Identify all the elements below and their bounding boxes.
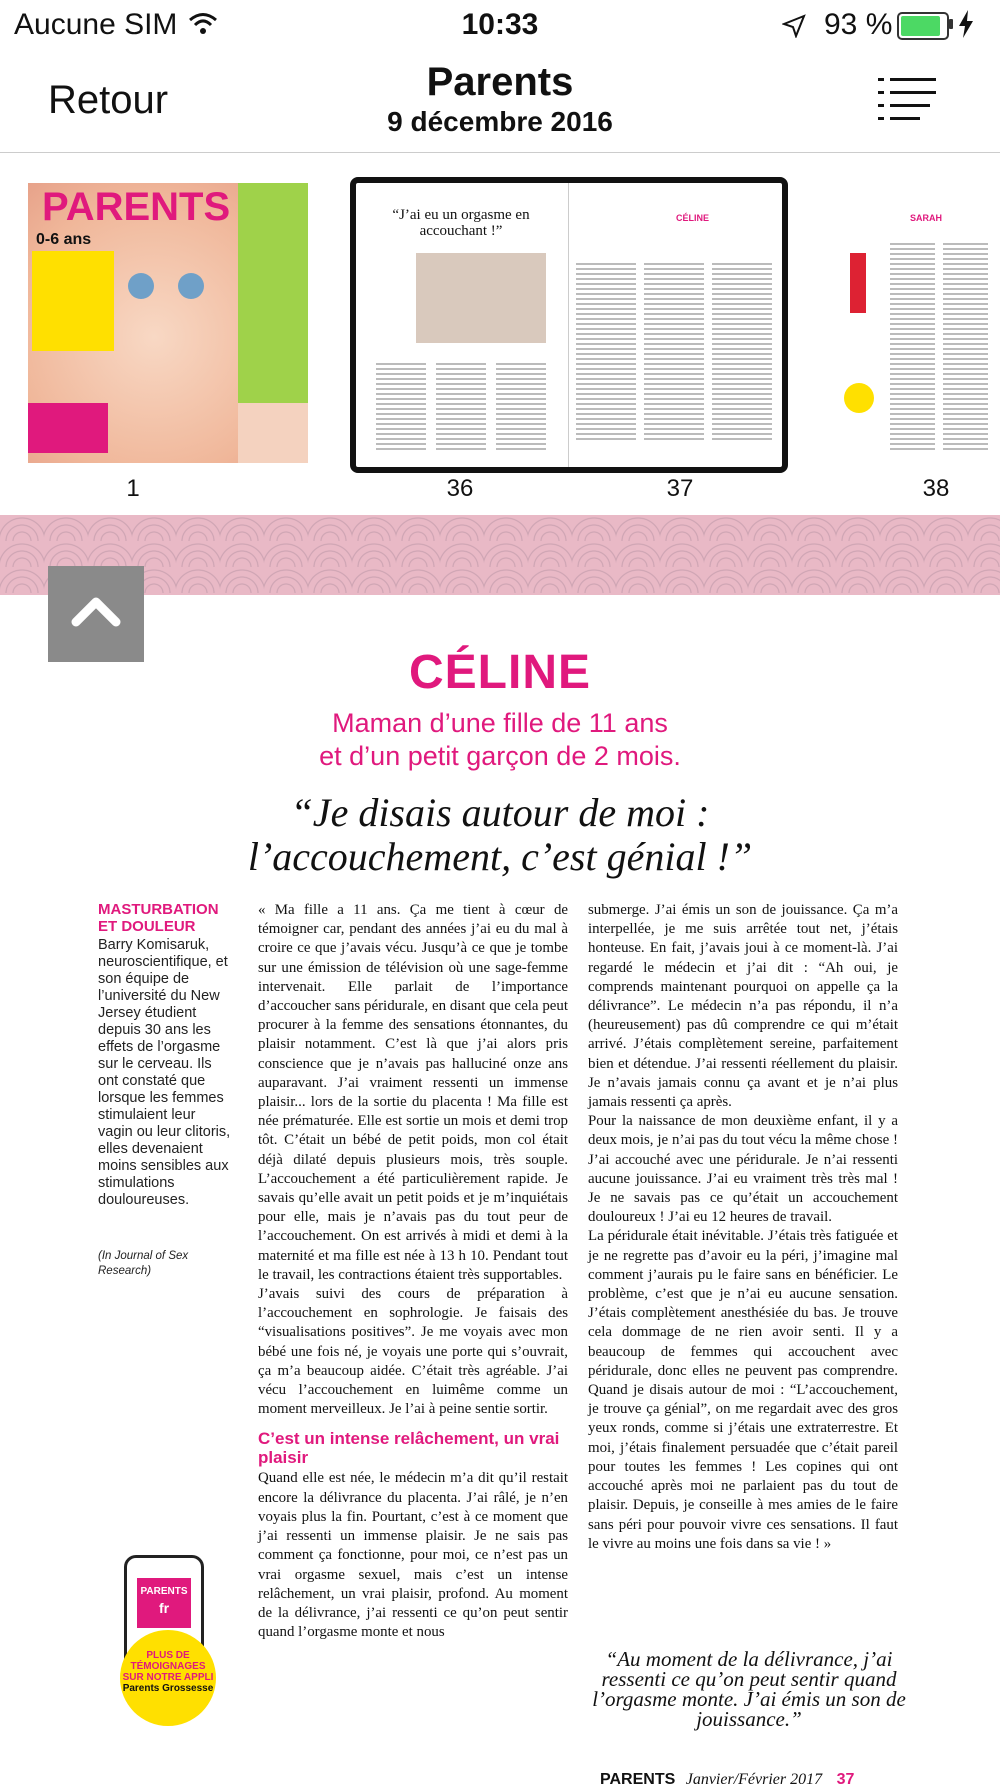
thumbnail-text-line bbox=[890, 308, 935, 310]
thumbnail-text-line bbox=[943, 373, 988, 375]
thumbnail-text-line bbox=[890, 248, 935, 250]
thumbnail-text-line bbox=[943, 243, 988, 245]
thumbnail-text-line bbox=[943, 383, 988, 385]
thumbnail-text-line bbox=[943, 298, 988, 300]
article-column-1 bbox=[258, 901, 568, 1642]
thumbnail-label-38: 38 bbox=[922, 475, 950, 502]
thumbnail-text-line bbox=[943, 388, 988, 390]
thumbnail-text-line bbox=[943, 263, 988, 265]
thumbnail-text-line bbox=[890, 443, 935, 445]
paragraph: « Ma fille a 11 ans. Ça me tient à cœur de témoigner car, pendant des années j’ai eu du mal à croire ce que j’avais vécu. Jusqu’à ce que je tombe sur une émission de télévision où une sage-femme intervenait. Elle parlait de l’importance d’accoucher sans péridurale, en disant que cela peut procurer à la femme des sensations étonnantes, du plaisir notamment. C’est là que j’ai alors pris conscience que je n’avais pas halluciné onze ans auparavant. J’ai vraiment ressenti un immense plaisir... lors de la sortie du placenta ! Ma fille est née prématurée. Elle est sortie un mois et demi trop tôt. C’était un bébé de petit poids, mon col était déjà dilaté depuis plusieurs mois, très souple. L’accouchement a été particulièrement rapide. Je savais qu’elle avait un petit poids et je m’inquiétais pour elle, mais je n’avais pas du tout peur de l’accouchement. On est arrivés à midi et demi à la maternité et ma fille est née à 13 h 10. Pendant tout le travail, les contractions étaient très supportables. bbox=[258, 902, 568, 1283]
thumbnail-text-line bbox=[890, 408, 935, 410]
thumbnail-text-line bbox=[943, 303, 988, 305]
navigation-bar bbox=[0, 52, 1000, 153]
status-bar bbox=[0, 0, 1000, 50]
thumbnail-text-line bbox=[943, 423, 988, 425]
thumbnail-text-line bbox=[943, 318, 988, 320]
thumbnail-text-line bbox=[943, 418, 988, 420]
thumbnail-text-line bbox=[943, 308, 988, 310]
thumbnail-text-line bbox=[943, 328, 988, 330]
headline-quote bbox=[0, 791, 1000, 879]
thumbnail-text-line bbox=[943, 428, 988, 430]
thumbnail-text-line bbox=[943, 363, 988, 365]
thumbnail-text-line bbox=[890, 373, 935, 375]
thumbnail-text-line bbox=[943, 253, 988, 255]
thumbnail-text-line bbox=[943, 248, 988, 250]
thumbnail-text-line bbox=[890, 448, 935, 450]
thumbnail-text-line bbox=[890, 268, 935, 270]
thumbnail-text-line bbox=[890, 338, 935, 340]
thumbnail-text-line bbox=[890, 343, 935, 345]
subtitle-line-1: Maman d’une fille de 11 ans bbox=[332, 708, 668, 738]
section-subhead: C’est un intense relâchement, un vrai plaisir bbox=[258, 1429, 560, 1468]
thumbnail-text-line bbox=[943, 353, 988, 355]
paragraph: J’avais suivi des cours de préparation à l’accouchement en sophrologie. Je faisais des “visualisations positives”. Je me voyais avec mon bébé une fois né, je voyais une porte qui s’ouvrait, ça m’a beaucoup aidée. C’était très agréable. J’ai vécu l’accouchement en luimême comme un moment merveilleux. Je l’ai à peine sentie sortir. bbox=[258, 1286, 568, 1418]
thumbnail-text-line bbox=[890, 273, 935, 275]
thumbnail-text-line bbox=[890, 398, 935, 400]
thumbnail-text-line bbox=[890, 323, 935, 325]
thumbnail-text-line bbox=[890, 353, 935, 355]
thumbnail-text-line bbox=[943, 333, 988, 335]
thumbnail-text-line bbox=[890, 253, 935, 255]
thumbnail-text-line bbox=[890, 393, 935, 395]
thumbnail-text-line bbox=[890, 333, 935, 335]
thumbnail-text-line bbox=[943, 438, 988, 440]
thumbnail-page-1[interactable] bbox=[28, 183, 308, 463]
footer-page-number: 37 bbox=[836, 1771, 855, 1788]
next-page-name: SARAH bbox=[910, 213, 943, 223]
thumbnail-text-line bbox=[943, 288, 988, 290]
cover-age: 0-6 ans bbox=[36, 231, 92, 248]
thumbnail-text-line bbox=[943, 448, 988, 450]
decorative-pattern-band bbox=[0, 515, 1000, 595]
ad-app-name: Parents Grossesse bbox=[122, 1683, 214, 1694]
back-button[interactable]: Retour bbox=[48, 78, 169, 122]
thumbnail-text-line bbox=[943, 338, 988, 340]
thumbnail-text-line bbox=[943, 268, 988, 270]
thumbnail-text-line bbox=[943, 398, 988, 400]
paragraph: Pour la naissance de mon deuxième enfant, il y a deux mois, je n’ai pas du tout vécu la même chose ! J’ai accouché avec une péridurale. Je n’ai ressenti aucune jouissance. J’ai eu vraiment très très mal ! Je ne savais pas ce qu’était un accouchement douloureux ! J’ai eu 12 heures de travail. bbox=[588, 1113, 898, 1226]
thumbnail-text-line bbox=[943, 413, 988, 415]
pull-quote: “Au moment de la délivrance, j’ai ressenti ce qu’on peut sentir quand l’orgasme monte. J’ai émis un son de jouissance.” bbox=[592, 1647, 906, 1731]
thumbnail-text-line bbox=[943, 313, 988, 315]
thumbnail-text-line bbox=[890, 283, 935, 285]
issue-date: 9 décembre 2016 bbox=[387, 106, 613, 137]
thumbnail-text-line bbox=[890, 403, 935, 405]
ad-brand-sub: fr bbox=[158, 1600, 170, 1616]
headline-quote-line-2: l’accouchement, c’est génial !” bbox=[247, 834, 753, 879]
thumbnail-text-line bbox=[943, 348, 988, 350]
spread-quote: “J’ai eu un orgasme en accouchant !” bbox=[392, 207, 530, 239]
contents-menu-icon[interactable] bbox=[878, 78, 936, 122]
thumbnail-text-line bbox=[890, 348, 935, 350]
thumbnail-text-line bbox=[943, 278, 988, 280]
thumbnail-text-line bbox=[943, 378, 988, 380]
article-subtitle bbox=[0, 707, 1000, 773]
subtitle-line-2: et d’un petit garçon de 2 mois. bbox=[319, 741, 681, 771]
thumbnail-text-line bbox=[890, 318, 935, 320]
battery-tip bbox=[949, 19, 953, 29]
thumbnail-text-line bbox=[890, 358, 935, 360]
app-logo bbox=[137, 1578, 191, 1628]
thumbnail-text-line bbox=[943, 293, 988, 295]
footer-issue: Janvier/Février 2017 bbox=[685, 1771, 823, 1788]
thumbnail-text-line bbox=[943, 443, 988, 445]
thumbnail-text-line bbox=[890, 263, 935, 265]
thumbnail-text-line bbox=[890, 423, 935, 425]
page-thumbnail-strip[interactable] bbox=[0, 153, 1000, 513]
sidebar-title: MASTURBATION ET DOULEUR bbox=[98, 901, 219, 935]
thumbnail-text-line bbox=[890, 303, 935, 305]
thumbnail-text-line bbox=[890, 288, 935, 290]
thumbnail-text-line bbox=[890, 438, 935, 440]
thumbnail-text-line bbox=[890, 378, 935, 380]
thumbnail-text-line bbox=[943, 403, 988, 405]
scroll-up-button[interactable] bbox=[48, 566, 144, 662]
thumbnail-label-37: 37 bbox=[666, 475, 694, 502]
magazine-title: Parents bbox=[426, 60, 574, 104]
thumbnail-selection-frame bbox=[350, 177, 788, 473]
thumbnail-text-line bbox=[943, 408, 988, 410]
footer-brand: PARENTS bbox=[600, 1771, 676, 1788]
carrier-label: Aucune SIM bbox=[14, 8, 178, 41]
paragraph: La péridurale était inévitable. J’étais très fatiguée et je ne regrette pas d’avoir eu la péri, j’imagine mal comment j’aurais pu le faire sans en bénéficier. Le problème, c’est que je n’ai eu aucune sensation. J’étais complètement anesthésiée du bas. Je trouve cela dommage de ne rien avoir senti. Il y a beaucoup de femmes qui accouchent avec péridurale, donc elles ne peuvent pas comprendre. Quand je disais autour de moi : “L’accouchement, je trouve ça génial”, on me regardait avec des gros yeux ronds, comme si j’étais une extraterrestre. Et moi, j’étais finalement persuadée que c’était pareil pour toutes les femmes ! Les copines qui ont accouché après moi ne parlaient pas du tout de plaisir. Depuis, je conseille à mes amies de le faire sans péri pour pouvoir vivre ces sensations. Il faut le vivre au moins une fois dans sa vie ! » bbox=[588, 1228, 898, 1552]
thumbnail-text-line bbox=[890, 328, 935, 330]
paragraph: submerge. J’ai émis un son de jouissance. Ça m’a interpellée, je me suis arrêtée tout net, j’étais honteuse. En fait, j’avais joui à ce moment-là. J’ai regardé le médecin et j’ai dit : “Ah oui, je comprends maintenant pourquoi on appelle ça la délivrance”. Le médecin n’a pas répondu, il n’a (heureusement) pas dû comprendre ce qui m’était arrivé. J’étais complètement sereine, parfaitement bien et détendue. J’ai ressenti réellement du plaisir. Je n’avais jamais connu ça avant et je n’ai plus jamais ressenti ça après. bbox=[588, 902, 898, 1111]
article-column-2 bbox=[588, 901, 898, 1554]
thumbnail-text-line bbox=[943, 273, 988, 275]
battery-percent: 93 % bbox=[824, 8, 893, 41]
thumbnail-text-line bbox=[890, 293, 935, 295]
thumbnail-text-line bbox=[890, 413, 935, 415]
thumbnail-text-line bbox=[890, 388, 935, 390]
sidebar-body: Barry Komisaruk, neuroscientifique, et son équipe de l’université du New Jersey étudient depuis 30 ans les effets de l’orgasme sur le cerveau. Ils ont constaté que lorsque les femmes stimulaient leur vagin ou leur clitoris, elles devenaient moins sensibles aux stimulations douloureuses. bbox=[98, 937, 231, 1208]
thumbnail-text-line bbox=[943, 343, 988, 345]
thumbnail-text-line bbox=[890, 383, 935, 385]
charging-icon bbox=[958, 10, 974, 46]
headline-quote-line-1: “Je disais autour de moi : bbox=[290, 790, 710, 835]
chevron-up-icon bbox=[48, 566, 144, 662]
spread-name: CÉLINE bbox=[676, 213, 710, 223]
thumbnail-text-line bbox=[890, 243, 935, 245]
thumbnail-text-line bbox=[943, 368, 988, 370]
thumbnail-text-line bbox=[943, 393, 988, 395]
article-page bbox=[0, 595, 1000, 1788]
thumbnail-text-line bbox=[890, 313, 935, 315]
page-footer bbox=[600, 1771, 910, 1789]
ad-text: PLUS DE TÉMOIGNAGES SUR NOTRE APPLI bbox=[122, 1650, 214, 1683]
clock: 10:33 bbox=[461, 8, 539, 41]
thumbnail-text-line bbox=[943, 323, 988, 325]
thumbnail-text-line bbox=[890, 278, 935, 280]
battery-icon bbox=[897, 12, 949, 40]
sidebar-source: (In Journal of Sex Research) bbox=[98, 1250, 189, 1277]
ad-brand: PARENTS bbox=[140, 1586, 188, 1597]
cover-brand: PARENTS bbox=[42, 185, 231, 229]
thumbnail-text-line bbox=[890, 418, 935, 420]
thumbnail-text-line bbox=[890, 368, 935, 370]
thumbnail-text-line bbox=[890, 258, 935, 260]
thumbnail-label-36: 36 bbox=[446, 475, 474, 502]
thumbnail-text-line bbox=[890, 363, 935, 365]
thumbnail-text-line bbox=[943, 283, 988, 285]
thumbnail-text-line bbox=[943, 433, 988, 435]
paragraph: Quand elle est née, le médecin m’a dit qu’il restait encore la délivrance du placenta. J’ai râlé, je n’en voyais plus la fin. Pourtant, c’est à ce moment que j’ai ressenti un immense plaisir. Je ne sais pas comment ça fonctionne, pour moi, ce n’est pas un vrai orgasme sexuel, mais c’est un intense relâchement, un vrai plaisir, profond. Au moment de la délivrance, j’ai ressenti ce qu’on peut sentir quand l’orgasme monte et nous bbox=[258, 1470, 568, 1641]
thumbnail-page-38[interactable] bbox=[830, 183, 1000, 463]
thumbnail-text-line bbox=[890, 433, 935, 435]
thumbnail-text-line bbox=[943, 258, 988, 260]
article-name: CÉLINE bbox=[408, 646, 591, 699]
thumbnail-text-line bbox=[890, 428, 935, 430]
thumbnail-text-line bbox=[943, 358, 988, 360]
thumbnail-label-1: 1 bbox=[126, 475, 140, 502]
location-icon bbox=[782, 12, 806, 46]
app-promo-badge bbox=[120, 1630, 216, 1726]
thumbnail-text-line bbox=[890, 298, 935, 300]
